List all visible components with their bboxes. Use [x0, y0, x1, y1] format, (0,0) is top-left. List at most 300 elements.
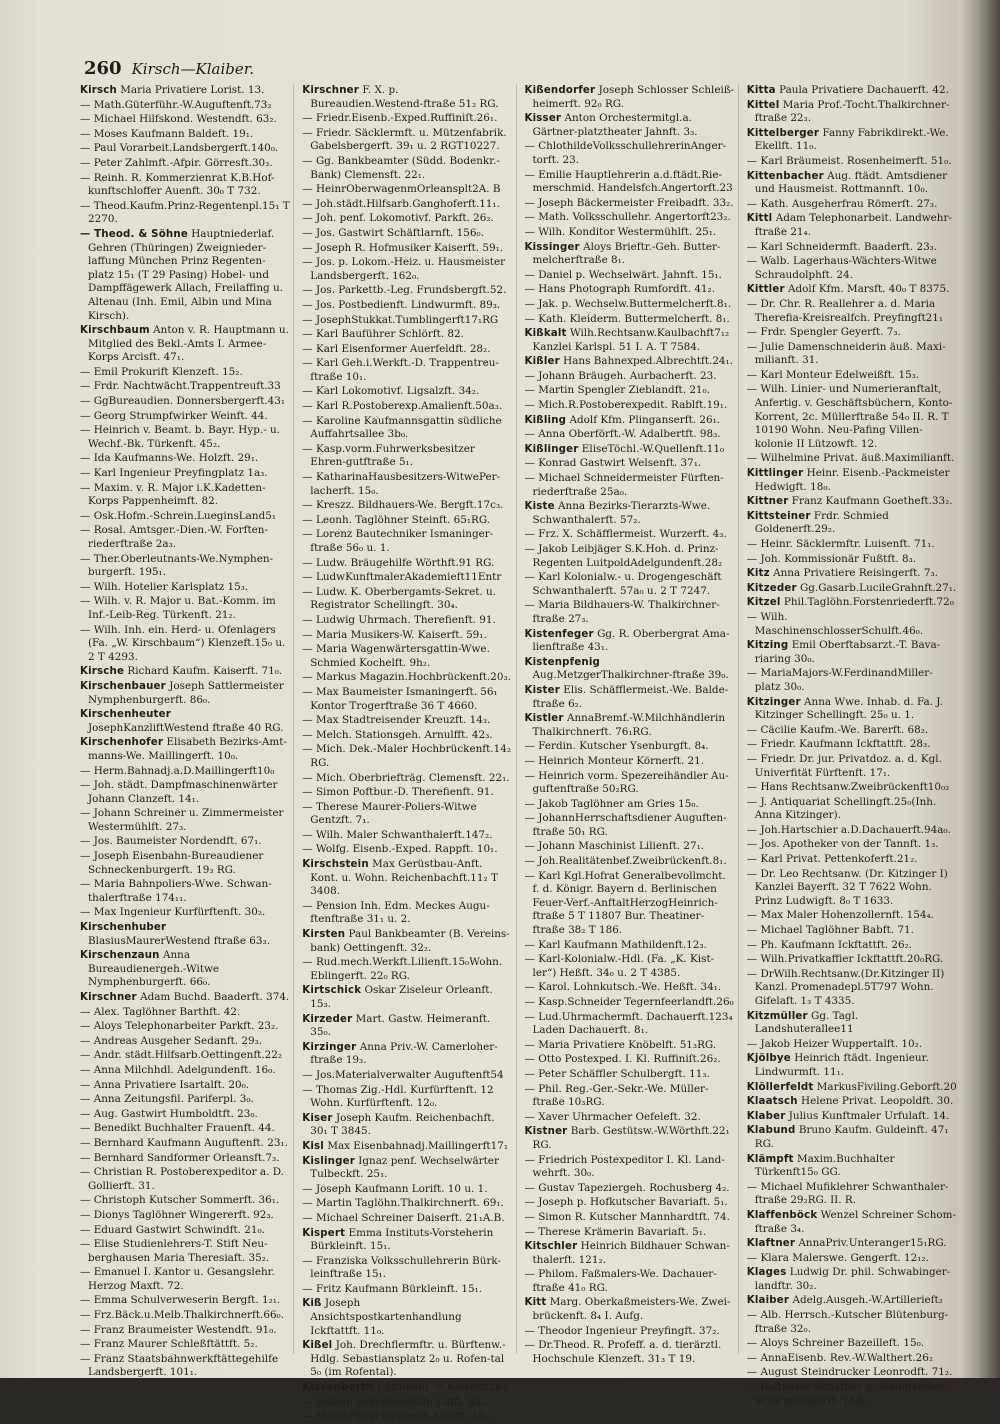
directory-entry: [747, 1294, 957, 1308]
directory-entry: [302, 956, 512, 983]
entry-text: — Wilh. Inh. ein. Herd- u. Ofenlagers (Fa. „W. Kirschbaum“) Klenzeft.15₀ u. 2 T 4293.: [80, 623, 286, 663]
entry-text: — Joseph Bäckermeister Freibadft. 33₂.: [524, 196, 734, 209]
entry-text: — Heinrich Monteur Körnerft. 21.: [524, 754, 705, 767]
entry-text: — Markus Magazin.Hochbrückenft.20₃.: [302, 671, 511, 684]
directory-entry: [302, 1297, 512, 1338]
directory-entry: [302, 1396, 512, 1410]
entry-text: — Frdr. Nachtwächt.Trappentreuft.33: [80, 380, 281, 393]
directory-entry: [747, 553, 957, 567]
directory-entry: [302, 155, 512, 182]
entry-text: Maxim.Buchhalter Türkenft15₀ GG.: [754, 1152, 895, 1179]
directory-entry: [525, 313, 735, 327]
entry-surname: Kittner: [746, 496, 789, 508]
directory-entry: [747, 298, 957, 325]
entry-text: Emma Instituts-Vorsteherin Bürkleinft. 15₁.: [310, 1226, 494, 1253]
directory-entry: [525, 1083, 735, 1110]
directory-entry: [80, 1224, 290, 1238]
directory-entry: [302, 385, 512, 399]
directory-entry: [525, 1268, 735, 1295]
entry-surname: Kirschenzaun: [80, 950, 160, 962]
entry-text: EliseTöchl.-W.Quellenft.11₀: [581, 442, 725, 455]
entry-text: — Johann Schreiner u. Zimmermeister Westermühlft. 27₃.: [80, 807, 284, 833]
directory-entry: [525, 1196, 735, 1210]
directory-entry: [80, 1020, 290, 1034]
directory-entry: [525, 712, 735, 739]
entry-text: — Karl Kaufmann Mathildenft.12₃.: [524, 938, 707, 951]
entry-text: — Karl Eisenformer Auerfeldft. 28₂.: [302, 342, 491, 355]
directory-entry: [80, 1079, 290, 1093]
entry-text: — Rosal. Amtsger.-Dien.-W. Forften-riederftraße 2a₃.: [80, 524, 268, 550]
entry-text: — Anna Oberförft.-W. Adalbertft. 98₃.: [524, 428, 721, 441]
directory-entry: [80, 1035, 290, 1049]
directory-entry: [302, 786, 512, 800]
entry-text: — Math. Volksschullehr. Angertorft23₂.: [524, 211, 731, 224]
directory-entry: [302, 1410, 512, 1424]
entry-text: — Friedr. Säcklermft. u. Mützenfabrik. Gabelsbergerft. 39₁ u. 2 RGT10227.: [302, 126, 507, 153]
directory-entry: [80, 380, 290, 394]
directory-entry: [747, 611, 957, 638]
entry-text: — J. Antiquariat Schellingft.25₀(Inh. Anna Kitzinger).: [746, 795, 937, 822]
directory-entry: [302, 299, 512, 313]
entry-text: — Paul Vorarbeit.Landsbergerft.140₀.: [80, 142, 279, 155]
entry-text: Anna Privatiere Reisingerft. 7₃.: [773, 567, 938, 580]
entry-text: — Michael Hilfskond. Westendft. 63₂.: [80, 113, 277, 126]
entry-surname: Kitzing: [746, 640, 789, 652]
entry-text: — Rud.mech.Werkft.Lilienft.15₀Wohn. Eblingerft. 22₀ RG.: [302, 956, 503, 982]
directory-entry: [747, 1237, 957, 1251]
directory-entry: [747, 796, 957, 823]
directory-entry: [302, 629, 512, 643]
entry-surname: Kißel: [302, 1340, 333, 1352]
entry-surname: Kitta: [746, 85, 776, 96]
directory-entry: [80, 624, 290, 665]
directory-entry: [525, 755, 735, 769]
directory-entry: [302, 183, 512, 197]
directory-entry: [747, 255, 957, 282]
directory-entry: [302, 729, 512, 743]
entry-text: BlasiusMaurerWestend ftraße 63₃.: [88, 934, 270, 947]
entry-text: — Christoph Kutscher Sommerft. 36₁.: [80, 1194, 280, 1207]
directory-entry: [525, 457, 735, 471]
entry-text: — Leonh. Taglöhner Steinft. 65₁RG.: [302, 513, 491, 526]
column-4: [746, 84, 960, 1407]
entry-surname: Kirschner: [302, 85, 360, 96]
directory-entry: [747, 1337, 957, 1351]
entry-text: F. X. p. Bureaudien.Westend-ftraße 51₂ RG.: [310, 84, 499, 110]
directory-entry: [80, 680, 290, 707]
entry-text: — Ludwig Uhrmach. Therefienft. 91.: [302, 613, 496, 626]
page-header: [84, 58, 254, 82]
directory-entry: [80, 1266, 290, 1293]
directory-entry: [525, 812, 735, 839]
entry-text: — Ph. Kaufmann Ickftattft. 26₂.: [746, 938, 913, 951]
directory-entry: [80, 906, 290, 920]
directory-entry: [525, 1154, 735, 1181]
entry-text: — Konrad Gastwirt Welsenft. 37₁.: [524, 457, 702, 470]
entry-text: — Frdr. Spengler Geyerft. 7₃.: [746, 326, 901, 339]
entry-text: — Heinrich vorm. Spezereihändler Au-guftenftraße 50₂RG.: [524, 769, 729, 796]
entry-text: — GgBureaudien. Donnersbergerft.43₁: [80, 395, 286, 408]
directory-entry: [80, 1166, 290, 1193]
entry-text: — Heinrich v. Beamt. b. Bayr. Hyp.- u. Wechf.-Bk. Türkenft. 45₂.: [80, 424, 280, 450]
entry-surname: Kirschenhofer: [80, 737, 164, 749]
directory-entry: [525, 241, 735, 268]
entry-surname: Klämpft: [746, 1153, 794, 1165]
entry-text: — Otto Postexped. I. Kl. Ruffiniſt.26₂.: [524, 1053, 721, 1066]
directory-entry: [747, 781, 957, 795]
directory-entry: [747, 212, 957, 239]
entry-surname: Klöllerfeldt: [746, 1081, 814, 1093]
directory-entry: [302, 1155, 512, 1182]
entry-text: — Karl-Kolonialw.-Hdl. (Fa. „K. Kist-ler“) Heßft. 34₀ u. 2 T 4385.: [524, 953, 715, 979]
directory-entry: [80, 1324, 290, 1338]
entry-text: — Frz. X. Schäfflermeist. Wurzerft. 4₃.: [524, 528, 727, 541]
entry-surname: Kirzinger: [302, 1041, 357, 1053]
directory-entry: [525, 1068, 735, 1082]
directory-entry: [302, 1084, 512, 1111]
entry-text: — Dr. Chr. R. Reallehrer a. d. Maria Therefia-Kreisrealfch. Preyfingft21₁: [746, 297, 944, 324]
directory-entry: [525, 1039, 735, 1053]
entry-text: Gg. R. Oberbergrat Ama-lienftraße 43₁.: [532, 627, 730, 654]
directory-entry: [525, 169, 735, 196]
directory-entry: [747, 1209, 957, 1236]
entry-text: — Joh. städt. Dampfmaschinenwärter Johann Clanzeft. 14₁.: [80, 779, 278, 805]
entry-text: — Karl Privat. Pettenkoferft.21₂.: [746, 853, 918, 866]
entry-text: — Anna Zeitungsfil. Pariferpl. 3₀.: [80, 1093, 254, 1106]
directory-entry: [525, 84, 735, 111]
directory-entry: [80, 452, 290, 466]
entry-text: — Emilie Hauptlehrerin a.d.ftädt.Rie-merschmid. Handelsfch.Angertorft.23: [524, 168, 733, 195]
directory-entry: [80, 142, 290, 156]
entry-surname: Kitz: [746, 568, 770, 580]
entry-text: I.Studienl. W.Kaiserft28₂.: [376, 1381, 510, 1394]
entry-text: Hans Bahnexped.Albrechtft.24₁.: [563, 355, 734, 368]
directory-entry: [525, 1325, 735, 1339]
entry-text: Joseph Schlosser Schleiß-heimerft. 92₀ RG.: [532, 84, 735, 110]
entry-text: — Thomas Zig.-Hdl. Kurfürftenft. 12 Wohn. Kurfürftenft. 12₀.: [302, 1083, 494, 1110]
directory-entry: [302, 1112, 512, 1139]
entry-text: — Ther.Oberleutnants-We.Nymphen-burgerft. 195₁.: [80, 552, 274, 579]
directory-entry: [747, 1110, 957, 1124]
directory-entry: [80, 1152, 290, 1166]
entry-surname: Kisser: [524, 113, 562, 125]
entry-text: Joseph Sattlermeister Nymphenburgerft. 86₀.: [88, 679, 284, 706]
entry-text: Anna Priv.-W. Camerloher-ftraße 19₃.: [310, 1040, 498, 1067]
directory-entry: [80, 807, 290, 834]
directory-entry: [747, 696, 957, 723]
directory-entry: [302, 1069, 512, 1083]
directory-entry: [525, 399, 735, 413]
directory-entry: [80, 157, 290, 171]
entry-text: Fanny Fabrikdirekt.-We. Ekellft. 11₀.: [754, 126, 949, 153]
entry-text: — Therese Krämerin Bavariaft. 5₁.: [524, 1225, 707, 1238]
entry-text: — Reinh. R. Kommerzienrat K.B.Hof-kunftschloffer Auenft. 30₀ T 732.: [80, 171, 275, 198]
entry-surname: Kispert: [302, 1227, 346, 1239]
directory-entry: [525, 140, 735, 167]
entry-surname: Kittenbacher: [746, 170, 824, 182]
entry-text: — Jak. p. Wechselw.Buttermelcherft.8₁.: [524, 297, 732, 310]
entry-text: Oskar Ziseleur Orleanft. 15₃.: [310, 984, 493, 1010]
directory-entry: [747, 868, 957, 909]
directory-entry: [525, 1226, 735, 1240]
entry-text: Adolf Kfm. Marsft. 40₀ T 8375.: [788, 283, 950, 296]
directory-entry: [525, 855, 735, 869]
entry-text: Helene Privat. Leopoldft. 30.: [801, 1095, 954, 1108]
entry-text: — Anna Milchhdl. Adelgundenft. 16₀.: [80, 1063, 276, 1076]
entry-text: — Peter Schäffler Schulbergft. 11₃.: [524, 1067, 710, 1080]
directory-entry: [80, 1122, 290, 1136]
entry-text: — Mich. Oberbriefträg. Clemensft. 22₁.: [302, 771, 510, 784]
directory-entry: [302, 212, 512, 226]
entry-text: — Maria Musikers-W. Kaiserft. 59₁.: [302, 628, 487, 641]
entry-text: — Hans Photograph Rumfordft. 41₂.: [524, 283, 716, 296]
directory-entry: [747, 1052, 957, 1079]
entry-text: — Wilh. Maler Schwanthalerft.147₂.: [302, 828, 493, 841]
directory-entry: [80, 1338, 290, 1352]
directory-entry: [747, 724, 957, 738]
directory-entry: [747, 170, 957, 197]
entry-surname: Kirsche: [80, 666, 125, 678]
entry-text: Adelg.Ausgeh.-W.Artillerieft₂: [792, 1294, 943, 1307]
directory-entry: [302, 1183, 512, 1197]
directory-columns: [80, 84, 960, 1423]
entry-surname: Kirschstein: [302, 859, 369, 871]
entry-text: — Theodor Ingenieur Preyfingft. 37₂.: [524, 1324, 720, 1337]
directory-entry: [302, 571, 512, 585]
entry-text: — Daniel p. Wechselwärt. Jahnft. 15₁.: [524, 268, 722, 281]
entry-text: Heinrich Bildhauer Schwan-thalerft. 121₂.: [532, 1240, 730, 1266]
entry-text: — Karl Bräumeist. Rosenheimerft. 51₀.: [746, 154, 952, 167]
entry-text: Franz Kaufmann Goetheft.33₂.: [791, 495, 953, 508]
directory-entry: [80, 467, 290, 481]
directory-entry: [747, 1252, 957, 1266]
entry-text: — Karl Monteur Edelweißft. 15₃.: [746, 368, 920, 381]
entry-text: Anna Bezirks-Tierarzts-Wwe. Schwanthalerft. 57₂.: [532, 500, 711, 526]
entry-text: — Bernhard Kaufmann Auguftenft. 23₁.: [80, 1136, 288, 1149]
directory-entry: [525, 599, 735, 626]
entry-text: — Franz Braumeister Westendft. 91₀.: [80, 1323, 277, 1336]
entry-surname: Kissenberth: [302, 1382, 374, 1394]
directory-entry: [747, 467, 957, 494]
entry-text: Anna Bureaudienergeh.-Witwe Nymphenburgerft. 66₀.: [88, 949, 220, 989]
entry-text: Maria Privatiere Lorist. 13.: [120, 84, 265, 96]
entry-text: — Franziska Volksschullehrerin Bürk-leinftraße 15₁.: [302, 1254, 502, 1281]
directory-entry: [747, 283, 957, 297]
entry-text: Wilh.Rechtsanw.Kaulbachft7₁₂ Kanzlei Karlspl. 51 I. A. T 7584.: [532, 327, 730, 353]
directory-entry: [525, 1111, 735, 1125]
entry-surname: Kittel: [746, 99, 780, 111]
entry-text: — Joh.Hartschier a.D.Dachauerft.94a₀.: [746, 823, 951, 836]
directory-entry: [525, 472, 735, 499]
directory-entry: [747, 241, 957, 255]
entry-text: — Wilh.Privatkaffier Ickftattft.20₀RG.: [746, 953, 944, 966]
entry-text: Elisabeth Bezirks-Amt-manns-We. Maillingerft. 10₀.: [88, 736, 287, 762]
directory-entry: [747, 495, 957, 509]
directory-entry: [80, 1238, 290, 1265]
directory-entry: [302, 829, 512, 843]
entry-surname: Klaftner: [746, 1238, 796, 1250]
directory-entry: [525, 770, 735, 797]
directory-entry: [747, 510, 957, 537]
directory-entry: [747, 667, 957, 694]
entry-text: — Karol. Lohnkutsch.-We. Heßft. 34₁.: [524, 981, 722, 994]
entry-text: — Wilh. Konditor Westermühlft. 25₁.: [524, 225, 717, 238]
entry-text: — Wilh. Linier- und Numerieranftalt, Anfertig. v. Geschäftsbüchern, Konto-Korrent, 2c. Müllerftraße 54₀ II. R. T 10190 Wohn. Neu-Pafing Villen-kolonie II Lützowft. 12.: [746, 383, 953, 450]
entry-text: — Karl R.Postoberexp.Amalienft.50a₃.: [302, 400, 503, 413]
entry-surname: Kirtschick: [302, 985, 362, 997]
directory-entry: [302, 256, 512, 283]
entry-surname: Kittl: [746, 213, 773, 225]
directory-entry: [302, 415, 512, 442]
entry-text: — Joh.städt.Hilfsarb.Ganghoferft.11₁.: [302, 197, 500, 210]
directory-entry: [747, 383, 957, 451]
directory-entry: [80, 1209, 290, 1223]
entry-text: — Kath. Ausgeherfrau Römerft. 27₃.: [746, 197, 938, 210]
entry-text: — Karoline Kaufmannsgattin südliche Auffahrtsallee 3b₀.: [302, 414, 502, 441]
directory-entry: [302, 1227, 512, 1254]
book-spine-shadow: [958, 0, 1000, 1378]
entry-text: — Kasp.Schneider Tegernfeerlandft.26₀: [524, 996, 734, 1008]
entry-text: — Karl Kolonialw.- u. Drogengeschäft Schwanthalerft. 57a₀ u. 2 T 7247.: [524, 571, 722, 597]
directory-entry: [525, 443, 735, 457]
directory-entry: [525, 226, 735, 240]
entry-text: — Maria Bahnpoliers-Wwe. Schwan-thalerftraße 174₁₁.: [80, 878, 272, 904]
entry-text: — Johann Schreibgehilfe Lutft. 92₁.: [302, 1395, 490, 1408]
entry-text: — Pension Inh. Edm. Meckes Augu-ftenftraße 31₁ u. 2.: [302, 899, 490, 926]
entry-text: — Joh.Realitätenbef.Zweibrückenft.8₁.: [524, 855, 727, 868]
entry-text: — Lud.Uhrmachermft. Dachauerft.123₄ Laden Dachauerft. 8₁.: [524, 1010, 733, 1037]
directory-entry: [525, 571, 735, 598]
entry-surname: Kittelberger: [746, 127, 820, 139]
entry-surname: Kißlinger: [524, 443, 579, 455]
entry-text: — Peter Zahlmft.-Afpir. Görresft.30₃.: [80, 156, 273, 169]
entry-text: Emil Oberftabsarzt.-T. Bava-riaring 30₀.: [754, 639, 941, 665]
entry-surname: Kirschenheuter: [80, 709, 171, 721]
entry-text: — ChlothildeVolksschullehrerinAnger-torft. 23.: [524, 140, 727, 166]
entry-surname: Kitschler: [524, 1241, 578, 1253]
directory-entry: [302, 343, 512, 357]
entry-text: — Fritz Kaufmann Bürkleinft. 15₁.: [302, 1282, 483, 1295]
directory-entry: [302, 198, 512, 212]
entry-text: — Karl Geh.i.Werkft.-D. Trappentreu-ftraße 10₁.: [302, 357, 499, 383]
directory-entry: [80, 1049, 290, 1063]
entry-text: — Maria Privatiere Knöbelft. 51₃RG.: [524, 1038, 717, 1051]
directory-entry: [747, 198, 957, 212]
entry-text: — KatharinaHausbesitzers-WitwePer-lacherft. 15₀.: [302, 471, 501, 497]
entry-text: — Alex. Taglöhner Barthft. 42.: [80, 1005, 241, 1018]
directory-entry: [80, 1064, 290, 1078]
directory-entry: [747, 838, 957, 852]
entry-text: — Dr. Leo Rechtsanw. (Dr. Kitzinger I) Kanzlei Bayerft. 32 T 7622 Wohn. Prinz Ludwigft. 8₀ T 1633.: [746, 867, 948, 907]
entry-surname: Kirsten: [302, 929, 346, 941]
directory-entry: [747, 369, 957, 383]
entry-text: — Maria Bildhauers-W. Thalkirchner-ftraße 27₃.: [524, 599, 720, 625]
entry-text: — Jos. p. Lokom.-Heiz. u. Hausmeister Landsbergerft. 162₀.: [302, 256, 506, 282]
entry-surname: Kissinger: [524, 241, 580, 253]
entry-surname: Kisl: [302, 1140, 324, 1152]
entry-surname: Kittsteiner: [746, 510, 811, 522]
entry-surname: Klaiber: [746, 1295, 790, 1307]
entry-text: — Theod.Kaufm.Prinz-Regentenpl.15₁ T 2270.: [80, 199, 290, 226]
entry-surname: Kistenfeger: [524, 628, 594, 640]
directory-entry: [80, 228, 290, 323]
directory-entry: [302, 357, 512, 384]
entry-text: — Emma Schulverweserin Bergft. 1₂₁.: [80, 1294, 281, 1307]
directory-entry: [80, 200, 290, 227]
running-head: Kirsch—Klaiber.: [131, 60, 255, 78]
entry-text: Gg.Gasarb.LucileGrahnft.27₁.: [799, 581, 957, 594]
entry-text: Joseph Kaufm. Reichenbachft. 30₁ T 3845.: [310, 1111, 495, 1138]
entry-text: — Mich.R.Postoberexpedit. Rablft.19₁.: [524, 399, 728, 412]
entry-text: — Max Maler Hohenzollernft. 154₄.: [746, 909, 934, 922]
directory-entry: [302, 643, 512, 670]
directory-entry: [302, 1339, 512, 1380]
entry-text: AnnaPriv.Unteranger15₁RG.: [798, 1237, 947, 1250]
entry-surname: Kistler: [524, 713, 564, 725]
entry-text: Paula Privatiere Dachauerft. 42.: [779, 84, 949, 96]
entry-text: — Balthasar Schäffler u. Weinhändler Schwanthalerft. 184₀.: [746, 1381, 946, 1407]
entry-surname: Kirzeder: [302, 1013, 353, 1025]
entry-text: — Friedr.Eisenb.-Exped.Ruffiniſt.26₁.: [302, 112, 498, 125]
entry-text: — Michael Mufiklehrer Schwanthaler-ftraße 29₂RG. II. R.: [746, 1180, 949, 1207]
entry-surname: Klaber: [746, 1110, 786, 1122]
entry-text: — Wolfg. Eisenb.-Exped. Rappft. 10₁.: [302, 843, 498, 856]
directory-entry: [80, 395, 290, 409]
directory-entry: [747, 341, 957, 368]
entry-text: — Franz Staatsbahnwerkftättegehilfe Landsbergerft. 101₁.: [80, 1352, 279, 1379]
directory-entry: [302, 314, 512, 328]
entry-text: — Andr. städt.Hilfsarb.Oettingenft.22₂: [80, 1049, 283, 1062]
entry-surname: Kirschbaum: [80, 325, 150, 337]
entry-surname: Kitzmüller: [746, 1010, 808, 1022]
directory-entry: [80, 736, 290, 763]
entry-text: — Herm.Bahnadj.a.D.Maillingerft10₀: [80, 764, 275, 777]
directory-entry: [525, 1211, 735, 1225]
directory-entry: [302, 443, 512, 470]
directory-entry: [302, 284, 512, 298]
entry-text: Ignaz penf. Wechselwärter Tulbeckft. 25₁.: [310, 1154, 499, 1181]
entry-text: — LudwKunftmalerAkademieft11Entr: [302, 571, 502, 584]
directory-entry: [302, 671, 512, 685]
directory-entry: [525, 628, 735, 655]
directory-entry: [747, 99, 957, 126]
entry-text: — Martin Taglöhn.Thalkirchnerft. 69₁.: [302, 1197, 504, 1210]
entry-text: Ludwig Dr. phil. Schwabinger-landftr. 30₂.: [754, 1266, 951, 1292]
directory-entry: [525, 298, 735, 312]
directory-entry: [302, 499, 512, 513]
entry-text: Anna Wwe. Inhab. d. Fa. J. Kitzinger Schellingft. 25₀ u. 1.: [754, 695, 943, 722]
directory-entry: [747, 853, 957, 867]
directory-entry: [302, 528, 512, 555]
entry-text: — Frz.Bäck.u.Melb.Thalkirchnerft.66₀.: [80, 1309, 285, 1322]
entry-text: — Michael Schneidermeister Fürften-riederftraße 25a₀.: [524, 472, 724, 498]
entry-text: — Karl Schneidermft. Baaderft. 23₃.: [746, 240, 938, 253]
directory-entry: [747, 596, 957, 610]
entry-text: — Aloys Telephonarbeiter Parkft. 23₂.: [80, 1020, 279, 1033]
entry-text: — Kreszz. Bildhauers-We. Bergft.17c₃.: [302, 499, 504, 512]
directory-entry: [302, 801, 512, 828]
directory-entry: [302, 1255, 512, 1282]
entry-surname: Kißendorfer: [524, 85, 596, 96]
entry-text: — Simon Poftbur.-D. Therefienft. 91.: [302, 786, 494, 799]
directory-entry: [302, 1013, 512, 1040]
directory-entry: [80, 1309, 290, 1323]
directory-entry: [302, 1197, 512, 1211]
directory-entry: [525, 543, 735, 570]
entry-text: — Kasp.vorm.Fuhrwerksbesitzer Ehren-gutftraße 5₁.: [302, 442, 475, 469]
entry-text: — Christian R. Postoberexpeditor a. D. Gollierft. 31.: [80, 1166, 284, 1192]
directory-entry: [302, 1381, 512, 1395]
